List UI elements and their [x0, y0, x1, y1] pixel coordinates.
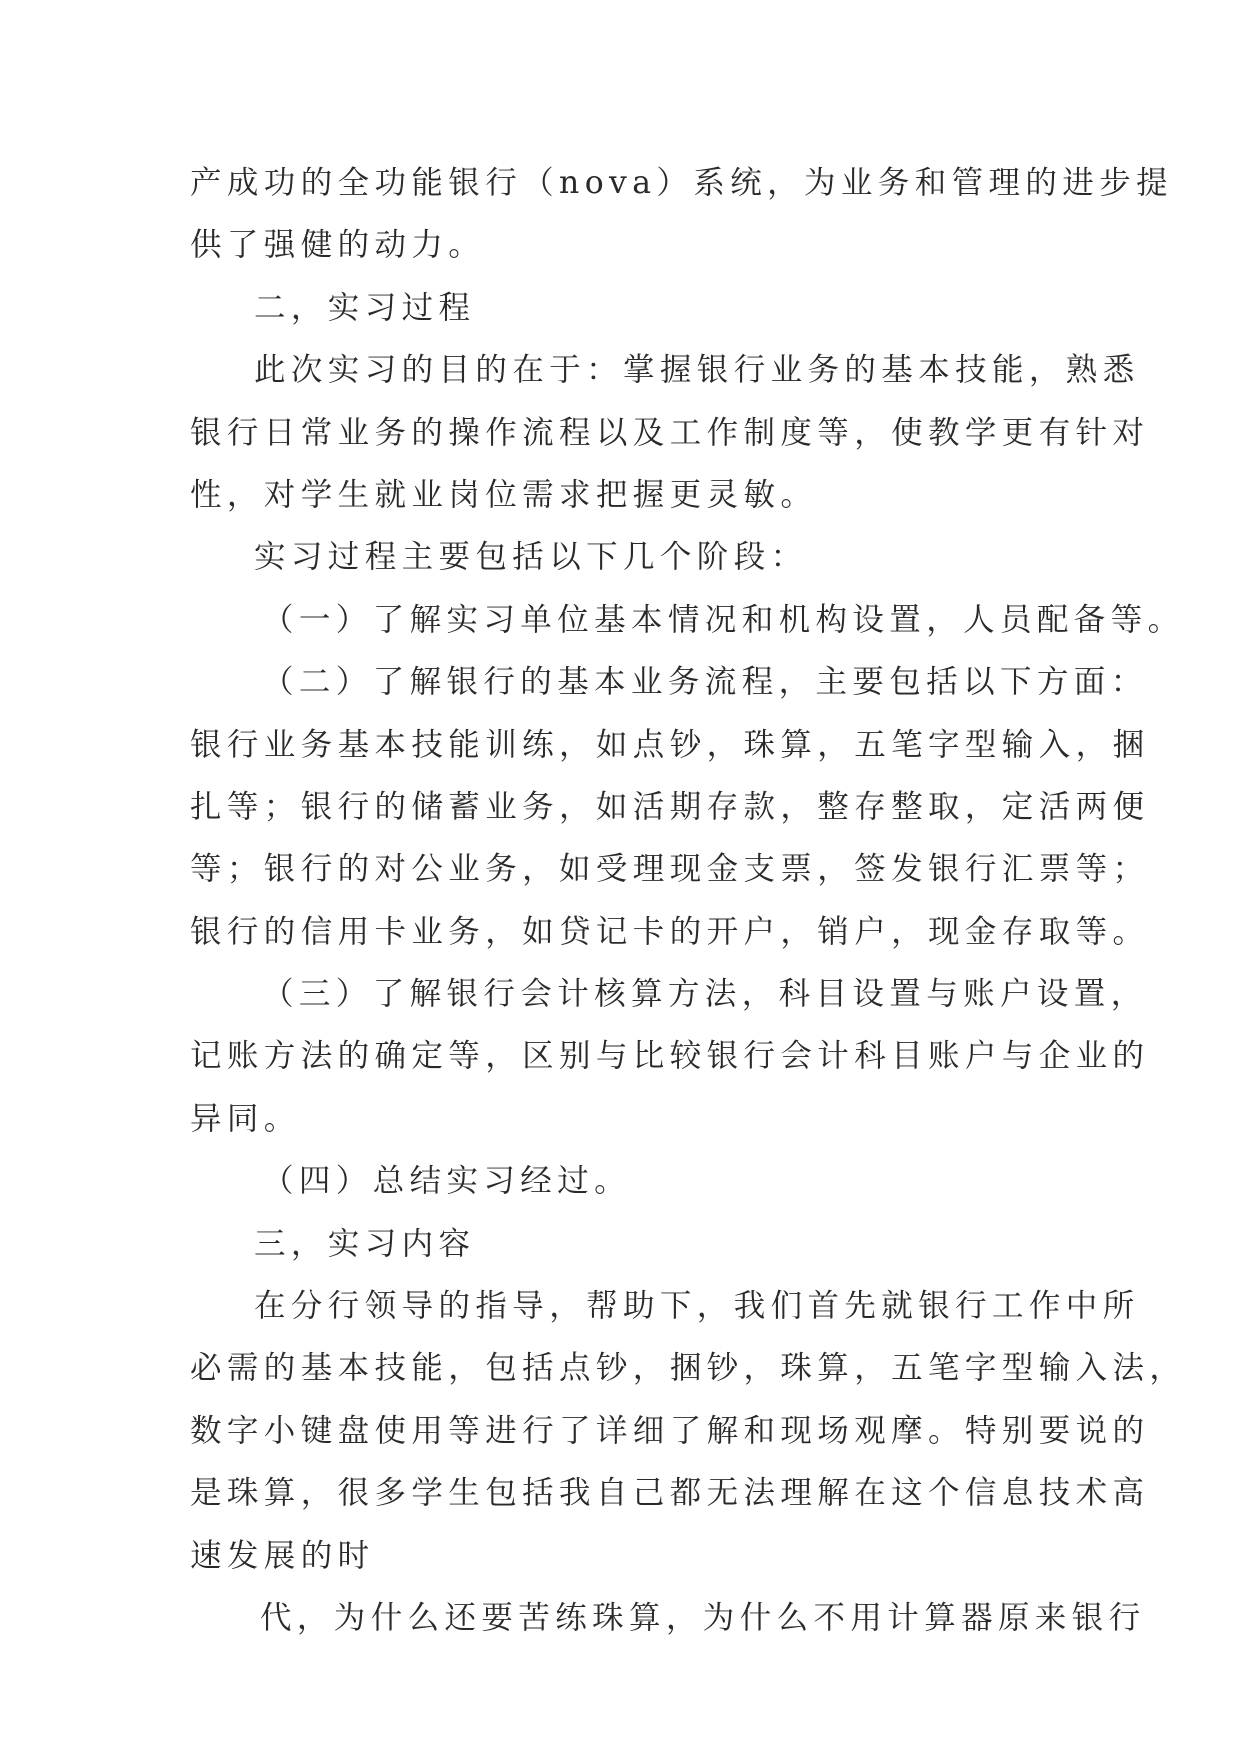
paragraph-line: 扎等；银行的储蓄业务，如活期存款，整存整取，定活两便	[190, 788, 1150, 825]
paragraph-line: 记账方法的确定等，区别与比较银行会计科目账户与企业的	[190, 1038, 1150, 1075]
paragraph-line: 银行业务基本技能训练，如点钞，珠算，五笔字型输入，捆	[190, 726, 1150, 763]
paragraph-line: 银行日常业务的操作流程以及工作制度等，使教学更有针对	[190, 414, 1150, 451]
paragraph-line: 数字小键盘使用等进行了详细了解和现场观摩。特别要说的	[190, 1412, 1150, 1449]
list-item: （二）了解银行的基本业务流程，主要包括以下方面：	[262, 664, 1148, 701]
paragraph-line: 产成功的全功能银行（nova）系统，为业务和管理的进步提	[190, 165, 1174, 201]
paragraph-line: 此次实习的目的在于：掌握银行业务的基本技能，熟悉	[254, 352, 1140, 389]
paragraph-line: 必需的基本技能，包括点钞，捆钞，珠算，五笔字型输入法，	[190, 1350, 1187, 1387]
paragraph-line: 等；银行的对公业务，如受理现金支票，签发银行汇票等；	[190, 851, 1150, 888]
paragraph-line: 速发展的时	[190, 1537, 375, 1574]
section-heading: 二，实习过程	[254, 289, 476, 326]
list-item: （四）总结实习经过。	[262, 1163, 632, 1200]
paragraph-line: 供了强健的动力。	[190, 227, 486, 264]
paragraph-line: 是珠算，很多学生包括我自己都无法理解在这个信息技术高	[190, 1475, 1150, 1512]
paragraph-line: 实习过程主要包括以下几个阶段：	[254, 539, 808, 576]
list-item: （三）了解银行会计核算方法，科目设置与账户设置，	[262, 976, 1148, 1013]
body-text	[190, 152, 1187, 1649]
paragraph-line: 在分行领导的指导，帮助下，我们首先就银行工作中所	[254, 1288, 1140, 1325]
paragraph-line: 代，为什么还要苦练珠算，为什么不用计算器原来银行	[260, 1599, 1146, 1636]
list-item: （一）了解实习单位基本情况和机构设置，人员配备等。	[262, 601, 1185, 638]
paragraph-line: 异同。	[190, 1100, 301, 1137]
paragraph-line: 银行的信用卡业务，如贷记卡的开户，销户，现金存取等。	[190, 913, 1150, 950]
section-heading: 三，实习内容	[254, 1225, 476, 1262]
paragraph-line: 性，对学生就业岗位需求把握更灵敏。	[190, 476, 818, 513]
